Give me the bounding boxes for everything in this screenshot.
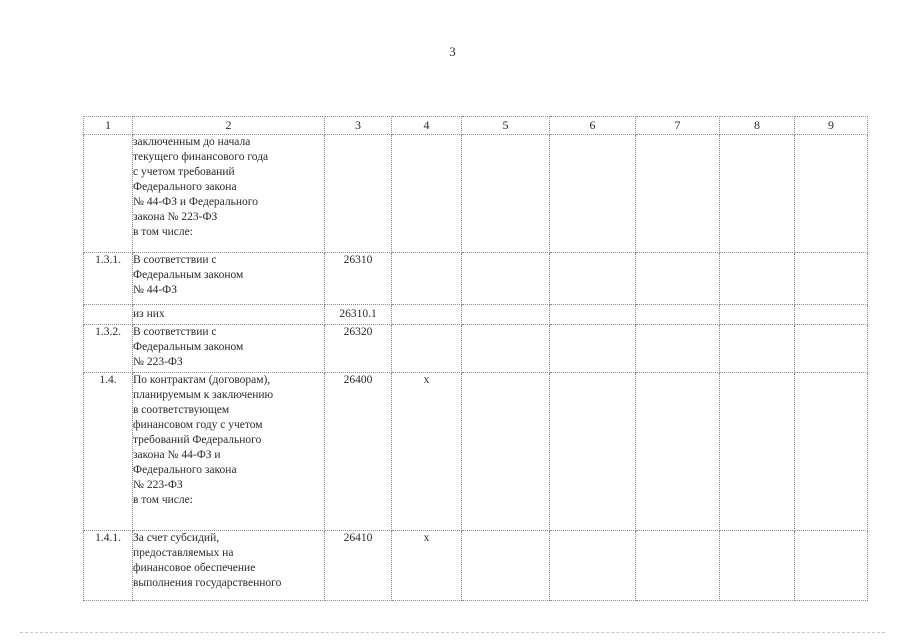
empty-cell bbox=[795, 531, 868, 601]
table-row bbox=[84, 253, 868, 305]
budget-table bbox=[83, 116, 868, 601]
row-col4-cell bbox=[392, 325, 462, 373]
row-code-cell: 26400 bbox=[325, 373, 392, 531]
column-header: 3 bbox=[325, 117, 392, 135]
empty-cell bbox=[795, 135, 868, 253]
row-code-cell: 26410 bbox=[325, 531, 392, 601]
empty-cell bbox=[636, 253, 720, 305]
row-description-cell: По контрактам (договорам), планируемым к заключению в соответствующем финансовом году с учетом требований Федерального закона № 44-ФЗ и Федерального закона № 223-ФЗ в том числе: bbox=[133, 373, 325, 531]
empty-cell bbox=[462, 325, 550, 373]
row-number-cell: 1.3.2. bbox=[84, 325, 133, 373]
table-row bbox=[84, 531, 868, 601]
row-description-cell: заключенным до начала текущего финансового года с учетом требований Федерального закона № 44-ФЗ и Федерального закона № 223-ФЗ в том числе: bbox=[133, 135, 325, 253]
row-code-cell: 26320 bbox=[325, 325, 392, 373]
empty-cell bbox=[636, 373, 720, 531]
row-col4-cell: x bbox=[392, 373, 462, 531]
table-row bbox=[84, 305, 868, 325]
empty-cell bbox=[462, 373, 550, 531]
empty-cell bbox=[550, 253, 636, 305]
empty-cell bbox=[720, 325, 795, 373]
empty-cell bbox=[462, 135, 550, 253]
row-code-cell: 26310.1 bbox=[325, 305, 392, 325]
row-description-cell: В соответствии с Федеральным законом № 223-ФЗ bbox=[133, 325, 325, 373]
row-description-cell: из них bbox=[133, 305, 325, 325]
empty-cell bbox=[462, 531, 550, 601]
row-number-cell: 1.3.1. bbox=[84, 253, 133, 305]
empty-cell bbox=[636, 305, 720, 325]
empty-cell bbox=[550, 325, 636, 373]
empty-cell bbox=[720, 373, 795, 531]
row-number-cell: 1.4. bbox=[84, 373, 133, 531]
column-header: 1 bbox=[84, 117, 133, 135]
empty-cell bbox=[720, 531, 795, 601]
row-description-cell: За счет субсидий, предоставляемых на финансовое обеспечение выполнения государственного bbox=[133, 531, 325, 601]
empty-cell bbox=[636, 135, 720, 253]
row-number-cell bbox=[84, 305, 133, 325]
row-code-cell bbox=[325, 135, 392, 253]
column-header: 6 bbox=[550, 117, 636, 135]
table-row bbox=[84, 325, 868, 373]
empty-cell bbox=[550, 135, 636, 253]
row-col4-cell bbox=[392, 135, 462, 253]
column-header: 7 bbox=[636, 117, 720, 135]
column-header: 8 bbox=[720, 117, 795, 135]
table-header-row bbox=[84, 117, 868, 135]
empty-cell bbox=[550, 531, 636, 601]
row-col4-cell bbox=[392, 305, 462, 325]
row-number-cell bbox=[84, 135, 133, 253]
table-row bbox=[84, 135, 868, 253]
empty-cell bbox=[720, 253, 795, 305]
empty-cell bbox=[636, 531, 720, 601]
column-header: 2 bbox=[133, 117, 325, 135]
empty-cell bbox=[462, 305, 550, 325]
empty-cell bbox=[795, 325, 868, 373]
empty-cell bbox=[550, 373, 636, 531]
scan-bottom-edge bbox=[20, 632, 885, 633]
row-col4-cell: x bbox=[392, 531, 462, 601]
row-description-cell: В соответствии с Федеральным законом № 44-ФЗ bbox=[133, 253, 325, 305]
empty-cell bbox=[795, 253, 868, 305]
empty-cell bbox=[795, 373, 868, 531]
page-number: 3 bbox=[449, 44, 456, 59]
empty-cell bbox=[636, 325, 720, 373]
row-code-cell: 26310 bbox=[325, 253, 392, 305]
column-header: 5 bbox=[462, 117, 550, 135]
column-header: 9 bbox=[795, 117, 868, 135]
empty-cell bbox=[462, 253, 550, 305]
row-col4-cell bbox=[392, 253, 462, 305]
column-header: 4 bbox=[392, 117, 462, 135]
table-row bbox=[84, 373, 868, 531]
empty-cell bbox=[550, 305, 636, 325]
empty-cell bbox=[795, 305, 868, 325]
empty-cell bbox=[720, 305, 795, 325]
empty-cell bbox=[720, 135, 795, 253]
row-number-cell: 1.4.1. bbox=[84, 531, 133, 601]
